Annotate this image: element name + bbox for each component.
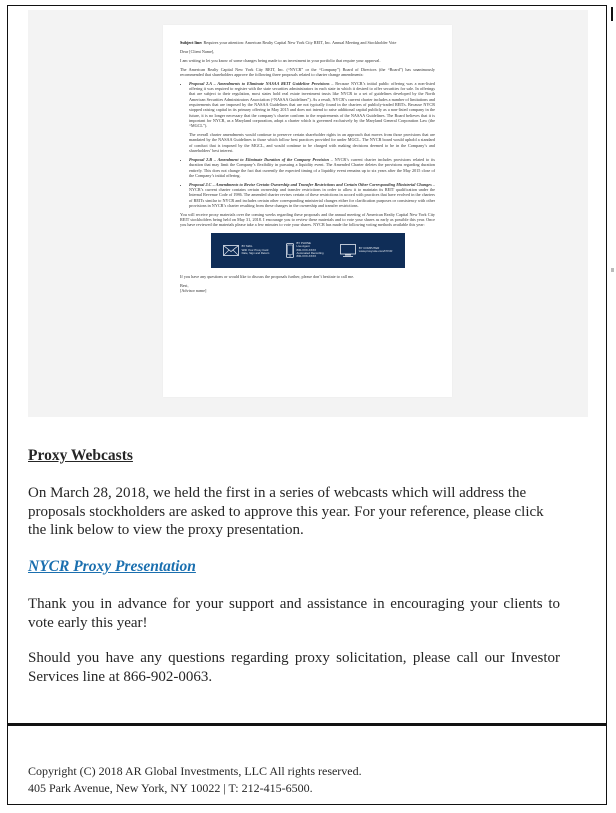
webcast-paragraph: On March 28, 2018, we held the first in a series of webcasts which will address the proposals stockholders are asked to approve this year. For your reference, please click the link below to view the proxy presentation. [28,485,544,538]
subject-label: Subject line: [180,40,203,45]
questions-paragraph: Should you have any questions regarding proxy solicitation, please call our Investor Services line at 866-902-0063. [28,650,560,685]
questions-line: If you have any questions or would like to discuss the proposals further, please don’t hesitate to call me. [180,273,355,279]
voting-method-line: Live Agent [296,244,310,249]
voting-method-mail [223,245,270,256]
proposal-title: Proposal 2.A – Amendments to Eliminate NASAA REIT Guideline Provisions [189,80,330,86]
proposal-body: – Because NYCR’s initial public offering was a non-listed offering it was required to register with the state securities administrators in each state in which it desired to offer securities for sale. In offerings that are subject to their regulation, most states hold real estate investment trusts like NYCR to a set of guidelines developed by the North American Securities Administrators Association (“NASAA Guidelines”). As a result, NYCR’s current charter includes a number of limitations and requirements that are imposed by the NASAA Guidelines that are not typically found in the charters of publicly-traded REITs. Because NYCR stopped raising capital in its primary offering in May 2015 and does not intend to raise additional capital publicly as a non-listed company in the future, it is no longer necessary that the company’s charter conform to the requirements of the NASAA Guidelines. The Board believes that it is important for NYCR, as a Maryland corporation, adopt a charter which is governed exclusively by the Maryland General Corporation Law (the “MGCL”). [189,80,435,129]
signoff: Best, [180,282,189,288]
footer [28,763,362,797]
proposal-title: Proposal 2.C – Amendments to Revise Certain Ownership and Transfer Restrictions and Certain Other Corresponding Ministerial Changes [189,181,432,187]
proposal-body: – NYCR’s current charter includes provisions related to its duration that may limit the Company’s flexibility in pursuing a liquidity event. The Amended Charter deletes the provisions regarding duration entirely. This does not change the fact that currently the expected timing of a liquidity event remains up to six years after the May 2015 close of the Company’s initial offering. [189,156,435,178]
letter-body [180,40,435,297]
proposal-body: – NYCR’s current charter contains certain ownership and transfer restrictions in order to allow it to maintain its REIT qualification under the Internal Revenue Code of 1986. The amended charter revises certain of these restrictions in accord with practices that have evolved in the charters of REITs similar to NYCR and includes certain other corresponding ministerial changes either for clarification purposes or consistency with other provisions in NYCR’s charter resulting from these changes in the ownership and transfer restrictions. [189,181,436,208]
voting-method-line: 800-XXX-XXXX [296,254,317,259]
voting-method-line: With Your Proxy Card [241,247,269,252]
intro-paragraph: I am writing to let you know of some changes being made to an investment in your portfolio that require your approval. [180,57,381,63]
voting-method-line: BY COMPUTER [358,245,380,250]
proxy-presentation-link[interactable]: NYCR Proxy Presentation [28,558,196,575]
phone-icon [286,243,294,258]
scroll-marker [611,7,613,21]
footer-divider [7,723,607,726]
address-text: 405 Park Avenue, New York, NY 10022 | T: 212-415-6500. [28,781,313,795]
proposal-list [180,81,435,208]
proposal-item [189,182,435,208]
signature: [Advisor name] [180,287,207,293]
voting-method-phone [286,242,324,258]
voting-method-line: Date, Sign and Return [241,250,270,255]
closing-paragraph: You will receive proxy materials over the coming weeks regarding these proposals and the annual meeting of American Realty Capital New York City REIT stockholders being held on May 31, 2018. I encourage you to review these materials and to vote your shares as early as possible this year. Once you have reviewed the materials please take a few minutes to vote your shares. NYCR has made the following voting methods available this year: [180,211,435,228]
voting-method-line: Automated Recording [296,250,324,255]
proposal-title: Proposal 2.B – Amendment to Eliminate Duration of the Company Provision [189,156,329,162]
voting-method-computer [340,244,393,257]
voting-method-line: BY MAIL [241,244,253,249]
section-heading: Proxy Webcasts [28,447,133,464]
board-paragraph: The American Realty Capital New York City REIT, Inc. (“NYCR” or the “Company”) Board of Directors (the “Board”) has unanimously recommended that shareholders approve the following three proposals related to charter change amendments: [180,66,435,77]
letter-preview-page [163,25,452,397]
proposal-item [189,81,435,153]
voting-method-line: 800-XXX-XXXX [296,247,317,252]
thank-you-paragraph: Thank you in advance for your support and assistance in encouraging your clients to vote early this year! [28,596,560,631]
copyright-text: Copyright (C) 2018 AR Global Investments, LLC All rights reserved. [28,764,362,778]
proposal-item [189,157,435,178]
scroll-marker-secondary [611,268,614,272]
proposal-followup: The overall charter amendments would continue to preserve certain shareholder rights in an approach that moves from those provisions that are mandated by the NASAA Guidelines to those which follow best practices provided for under MGCL. The NYCR board would uphold a standard of conduct that is imposed by the MGCL, and would continue to be charged with making decisions deemed to be in the Company’s and shareholders’ best interest. [189,132,435,154]
envelope-icon [223,245,239,256]
subject-text: Requires your attention: American Realty Capital New York City REIT, Inc. Annual Meeting and Stockholder Vote [203,40,397,45]
voting-method-line: BY PHONE [296,240,311,245]
subject-line [180,40,435,45]
voting-method-line: www.proxyvote.com/NYCR [358,249,393,254]
letter-preview-panel [28,10,588,417]
computer-icon [340,244,356,257]
salutation: Dear [Client Name], [180,48,215,54]
voting-methods-banner [211,233,405,268]
